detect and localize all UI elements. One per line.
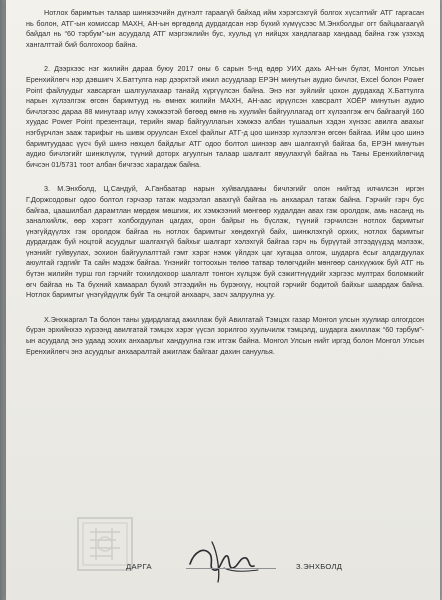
paragraph-closing: Х.Энхжаргал Та болон таны удирдлагад ажиллаж буй Авилгатай Тэмцэх газар Монгол улсын хуулиар олгогдсон бүрэн эрхийнхээ хүрээнд авилгатай тэмцэх хэрэг үүсэл зорилгоо хуульчилж тэмцэлд, шударга ажиллаж “60 тэрбум”-ын асуудалд энэ удаад зохих анхаарлыг хандуулна гэж итгэж байна. Монгол Улсын нийт иргэд болон Монгол Улсын Еренхийлөгч энэ асуудлыг анхааралтай ажиглаж байгааг дахин сануулья. (26, 314, 424, 356)
paragraph-2: 2. Дээрхээс нэг жилийн дараа буюу 2017 оны 6 сарын 5-нд өдөр УИХ дахь АН-ын бүлэг, Монгол Улсын Еренхийлөгч нэр дэвшигч Х.Баттулга нар дээрхтэй ижил асуудлаар ЕРЭН минутын аудио бичлэг, Excel болон Power Point файлуудыг хавсарган шалгуулахаар танайд хүргүүлсэн байна. Энэ нэг зуйлийг цохон дурдахад Х.Баттулга нарын хүлээлгэж өгсөн баримтууд нь өмнөх жилийн МАХН, АН-аас ирүүлсэн хавсралт ХОЁР минутын аудио бичлэгээс дараа 88 минутаар илүү хэмжээтэй бөгөөд өмнө нь хуулийн байгууллагад огт хүлээлгэж өгч байгаагүй 160 хуудас Power Point презентаци, терийн ямар байгууллагын хэмжээ албан тушаалын хэдэн хүнээс авилга авахыг нэгбүрчлэн зааж тарифыг нь шивж оруулсан Excel файлыг АТГ-д цоо шинээр хүлээлгэн өгсөн байгаа. Ийм цоо шинэ баримтуудаас үүсч буй шинэ нөхцөл байдлыг АТГ одоо болтол шинээр авч шалгахгүй байгаа ба, ЕРЭН минутын аудио бичлэгийг шинжлүүлж, түүний доторх агуулгын талаар шалгалт явуулахгүй байгаа нь Таны Еренхийлөгчид бичсэн 01/5731 тоот албан бичгээс харагдаж байна. (26, 64, 424, 169)
signature-line (186, 568, 276, 569)
paragraph-3: 3. М.Энхболд, Ц.Сандуй, А.Ганбаатар нарын хуйвалдааны бичлэгийг олон нийтэд илчилсэн иргэн Г.Доржсодовыг одоо болтол гэрчээр татаж мэдээлэл авахгүй байгаа нь анхаарал татаж байна. Гэрчийг гэрч бус байгаа, цаашилбал дарамтлан мөрдөж мөшгиж, их хэмжээний мөнгөөр худалдан авах гэж оролдож, амь насанд нь заналхийлж, өөр хэрэгт холбогдуулан цагдах, орон байрыг нь бүслэж, түүний гэрчилсэн нотлох баримтыг үнэгүйдүүлэх гэж оролдож байгаа нь нотлох баримтыг хөндөхгүй байх, шинжлэхгүй орхих, нотлох баримтыг дурдагдаж буй ноцтой асуудлыг шалгахгүй байхыг шалгарт хэлэхгүй байгаа гэрч нь бүрүүтай этгээдүүдэд мэлээж, үнэнийг гуйвуулах, эохион байгуулалттай гэмт хэрэг нэмж үйлдэх цаг хугацаа олгож, шударга ёсыг алдагдуулах аюултай гэдгийг Та сайн мэдэж байгаа. Үнэнийг тогтоохын төлөө татвар төлөгчдийн мөнгөөр санхүүжиж буй АТГ нь бүтэн жилийн турш гол гэрчийг тохилдохоор шалгалт тонгон хүлцэж буй сэжигтнүүдийг хэргээс мултрах боломжийг өгч байгаа нь Та бүхний хамаарал бүхий этгээдийн нь бүрэнхүү, ноцтой гэрчийг бодитой байхыг шаардаж байна. Нотлох баримтыг үнэгүйдүүлж буйг Та онцгой анхаарч, засч залруулна уу. (26, 184, 424, 300)
signature-block (26, 548, 424, 588)
paragraph-intro: Нотлох баримтын талаар шинжээчийн дүгнэлт гараагүй байхад ийм хэрэгсэхгүй болгох хүсэлтийг АТГ гаргасан нь болон, АТГ-ын комиссар МАХН, АН-ын өргөдөлд дурдагдсан нэр бүхий хүмүүсээс М.Энхболдыг огт байцаагаагүй байдал нь “60 тэрбум”-ын асуудалд АТГ мэргэжлийн бус, хуульд үл нийцэх хандлагаар хандаад байна гэж үзэхэд хангалттай бий болгохоор байна. (26, 8, 424, 49)
handwritten-signature-icon (184, 534, 264, 584)
document-page (6, 0, 440, 600)
signatory-name: З.ЭНХБОЛД (296, 562, 343, 571)
signatory-title: ДАРГА (126, 562, 152, 571)
document-body (26, 8, 424, 371)
